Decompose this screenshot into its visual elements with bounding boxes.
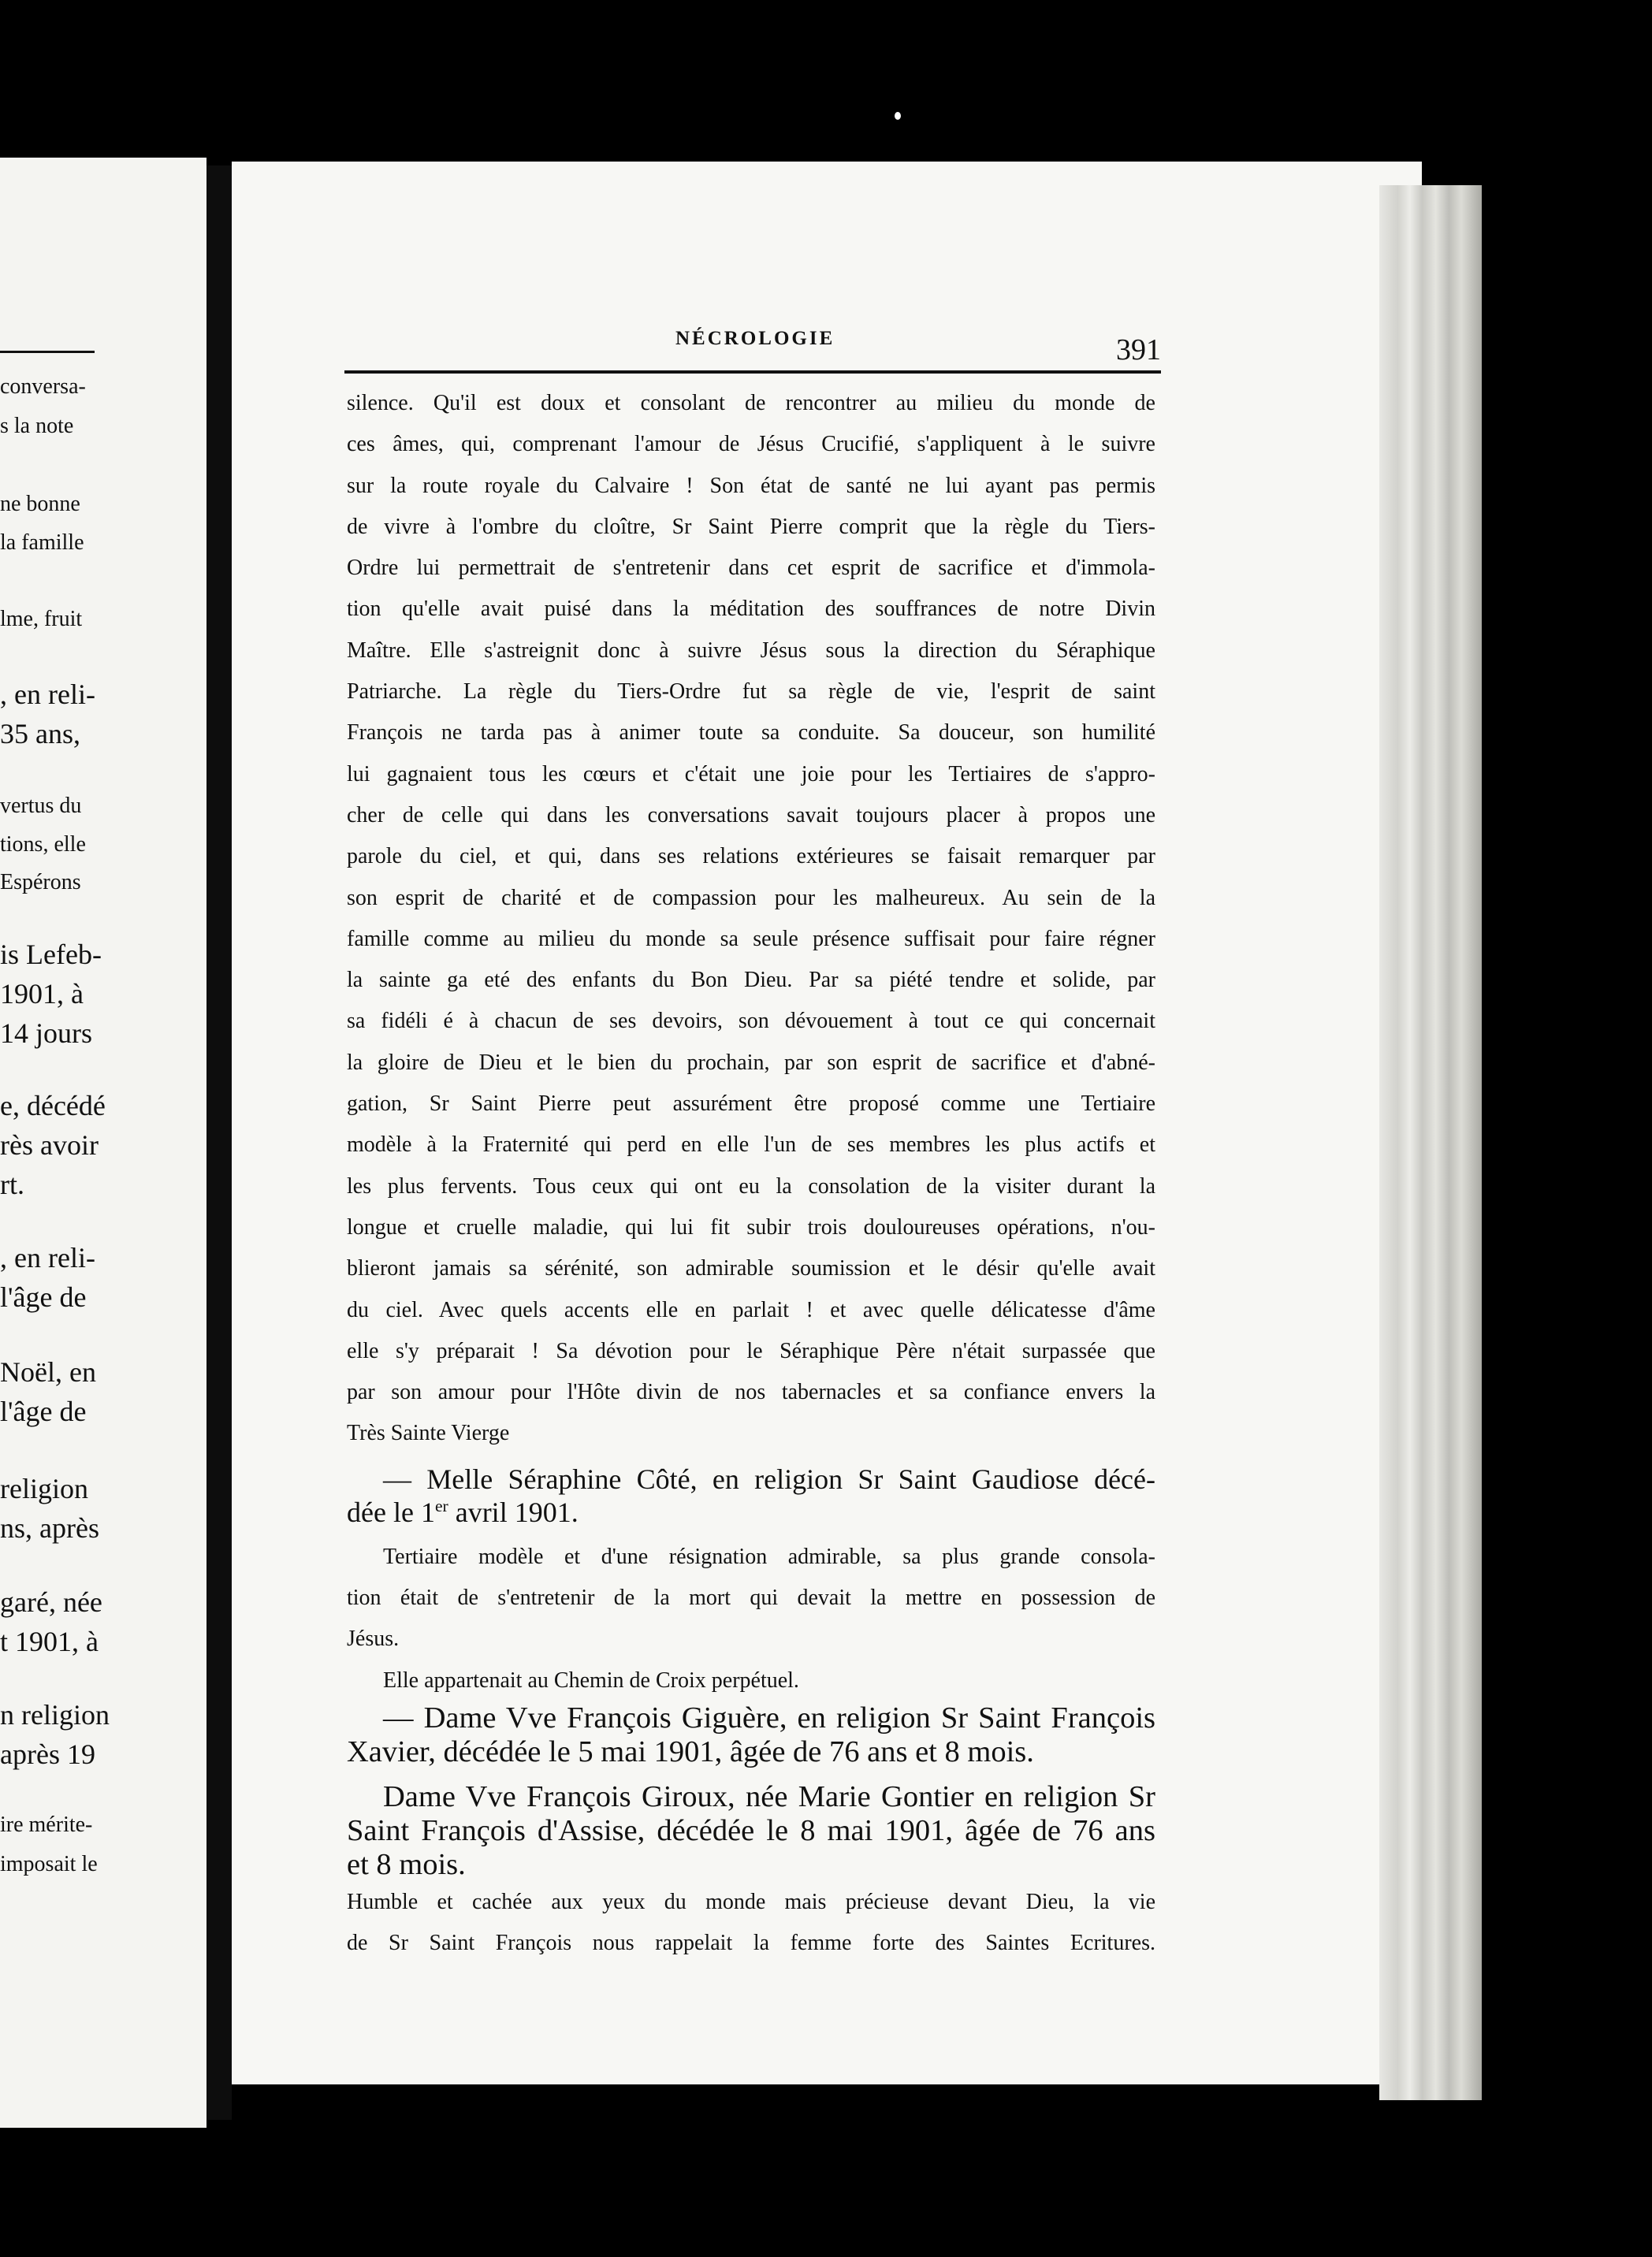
left-header-rule (0, 351, 95, 353)
paragraph-cote (347, 1537, 1155, 1701)
text-line: de vivre à l'ombre du cloître, Sr Saint Pierre comprit que la règle du Tiers- (347, 514, 1155, 539)
left-fragment: vertus du (0, 794, 82, 818)
text-line: Humble et cachée aux yeux du monde mais précieuse devant Dieu, la vie (347, 1889, 1155, 1914)
left-fragment: , en reli- (0, 1242, 95, 1274)
entry-heading-line: et 8 mois. (347, 1847, 466, 1881)
text-line: Maître. Elle s'astreignit donc à suivre Jésus sous la direction du Séraphique (347, 638, 1155, 663)
left-fragment: n religion (0, 1699, 110, 1731)
left-fragment: ne bonne (0, 492, 80, 516)
left-fragment: l'âge de (0, 1281, 87, 1313)
left-fragment: tions, elle (0, 832, 86, 857)
text-line: tion qu'elle avait puisé dans la méditation des souffrances de notre Divin (347, 597, 1155, 622)
running-head: NÉCROLOGIE (675, 328, 835, 349)
entry-date-text: avril 1901. (448, 1496, 579, 1528)
entry-giroux (347, 1780, 1155, 1882)
text-line: modèle à la Fraternité qui perd en elle l'un de ses membres les plus actifs et (347, 1132, 1155, 1158)
dust-speck (895, 112, 901, 120)
entry-heading-line: — Melle Séraphine Côté, en religion Sr Saint Gaudiose décé- (383, 1463, 1155, 1495)
paragraph-giroux (347, 1882, 1155, 1965)
left-fragment: ns, après (0, 1512, 99, 1544)
text-line: blieront jamais sa sérénité, son admirable soumission et le désir qu'elle avait (347, 1256, 1155, 1281)
text-line: silence. Qu'il est doux et consolant de rencontrer au milieu du monde de (347, 391, 1155, 415)
left-fragment: Noël, en (0, 1356, 96, 1388)
text-line: lui gagnaient tous les cœurs et c'était une joie pour les Tertiaires de s'appro- (347, 761, 1155, 786)
left-fragment: religion (0, 1473, 88, 1504)
text-line: du ciel. Avec quels accents elle en parlait ! et avec quelle délicatesse d'âme (347, 1297, 1155, 1322)
text-line: Ordre lui permettrait de s'entretenir dans cet esprit de sacrifice et d'immola- (347, 556, 1155, 581)
page-edges (1379, 185, 1482, 2100)
left-fragment: 14 jours (0, 1017, 92, 1049)
text-line: de Sr Saint François nous rappelait la femme forte des Saintes Ecritures. (347, 1931, 1155, 1956)
text-line: Tertiaire modèle et d'une résignation admirable, sa plus grande consola- (383, 1544, 1155, 1569)
entry-date-text: dée le 1 (347, 1496, 435, 1528)
entry-heading-line: Xavier, décédée le 5 mai 1901, âgée de 76 ans et 8 mois. (347, 1735, 1034, 1768)
left-fragment: après 19 (0, 1738, 95, 1770)
text-line: Elle appartenait au Chemin de Croix perpétuel. (383, 1668, 799, 1693)
text-line: longue et cruelle maladie, qui lui fit subir trois douloureuses opérations, n'ou- (347, 1214, 1155, 1240)
left-fragment: lme, fruit (0, 607, 83, 631)
left-fragment: 35 ans, (0, 718, 80, 749)
text-line: la gloire de Dieu et le bien du prochain, par son esprit de sacrifice et d'abné- (347, 1050, 1155, 1075)
text-line: tion était de s'entretenir de la mort qui devait la mettre en possession de (347, 1586, 1155, 1611)
text-line: famille comme au milieu du monde sa seule présence suffisait pour faire régner (347, 926, 1155, 951)
left-fragment: la famille (0, 530, 84, 555)
text-line: gation, Sr Saint Pierre peut assurément être proposé comme une Tertiaire (347, 1091, 1155, 1117)
entry-giguere (347, 1701, 1155, 1769)
text-line: sa fidéli é à chacun de ses devoirs, son dévouement à tout ce qui concernait (347, 1009, 1155, 1034)
text-line: son esprit de charité et de compassion pour les malheureux. Au sein de la (347, 885, 1155, 910)
text-line: cher de celle qui dans les conversations savait toujours placer à propos une (347, 802, 1155, 827)
entry-seraphine-cote (347, 1463, 1155, 1529)
left-facing-page (0, 158, 206, 2128)
left-fragment: e, décédé (0, 1090, 106, 1121)
left-fragment: t 1901, à (0, 1626, 99, 1657)
left-fragment: garé, née (0, 1586, 102, 1618)
left-fragment: , en reli- (0, 679, 95, 710)
left-fragment: rt. (0, 1169, 24, 1200)
paragraph-saint-pierre (347, 383, 1155, 1455)
entry-heading-line: Dame Vve François Giroux, née Marie Gontier en religion Sr (383, 1779, 1155, 1813)
text-line: les plus fervents. Tous ceux qui ont eu la consolation de la visiter durant la (347, 1173, 1155, 1199)
left-fragment: ire mérite- (0, 1813, 93, 1837)
left-fragment: conversa- (0, 374, 86, 399)
text-line: par son amour pour l'Hôte divin de nos tabernacles et sa confiance envers la (347, 1380, 1155, 1405)
left-fragment: 1901, à (0, 978, 84, 1010)
text-line: elle s'y préparait ! Sa dévotion pour le Séraphique Père n'était surpassée que (347, 1338, 1155, 1363)
header-rule (344, 370, 1161, 374)
left-fragment: l'âge de (0, 1396, 87, 1427)
text-line: sur la route royale du Calvaire ! Son état de santé ne lui ayant pas permis (347, 473, 1155, 498)
page-number: 391 (1116, 333, 1161, 366)
text-line: parole du ciel, et qui, dans ses relations extérieures se faisait remarquer par (347, 844, 1155, 869)
text-line: Très Sainte Vierge (347, 1421, 510, 1446)
page-header (344, 314, 1161, 377)
left-fragment: s la note (0, 414, 74, 438)
ordinal-suffix: er (434, 1496, 448, 1515)
text-line: Patriarche. La règle du Tiers-Ordre fut sa règle de vie, l'esprit de saint (347, 679, 1155, 705)
text-line: ces âmes, qui, comprenant l'amour de Jésus Crucifié, s'appliquent à le suivre (347, 432, 1155, 457)
left-fragment: Espérons (0, 870, 81, 894)
entry-heading-line (347, 1496, 1155, 1529)
text-line: François ne tarda pas à animer toute sa conduite. Sa douceur, son humilité (347, 720, 1155, 746)
left-fragment: is Lefeb- (0, 939, 102, 970)
book-gutter (206, 165, 232, 2120)
text-line: Jésus. (347, 1627, 400, 1652)
left-fragment: imposait le (0, 1852, 98, 1876)
text-line: la sainte ga eté des enfants du Bon Dieu. Par sa piété tendre et solide, par (347, 968, 1155, 993)
entry-heading-line: — Dame Vve François Giguère, en religion Sr Saint François (383, 1701, 1155, 1735)
entry-heading-line: Saint François d'Assise, décédée le 8 mai 1901, âgée de 76 ans (347, 1813, 1155, 1847)
left-fragment: rès avoir (0, 1129, 99, 1161)
text-column (347, 383, 1155, 1965)
